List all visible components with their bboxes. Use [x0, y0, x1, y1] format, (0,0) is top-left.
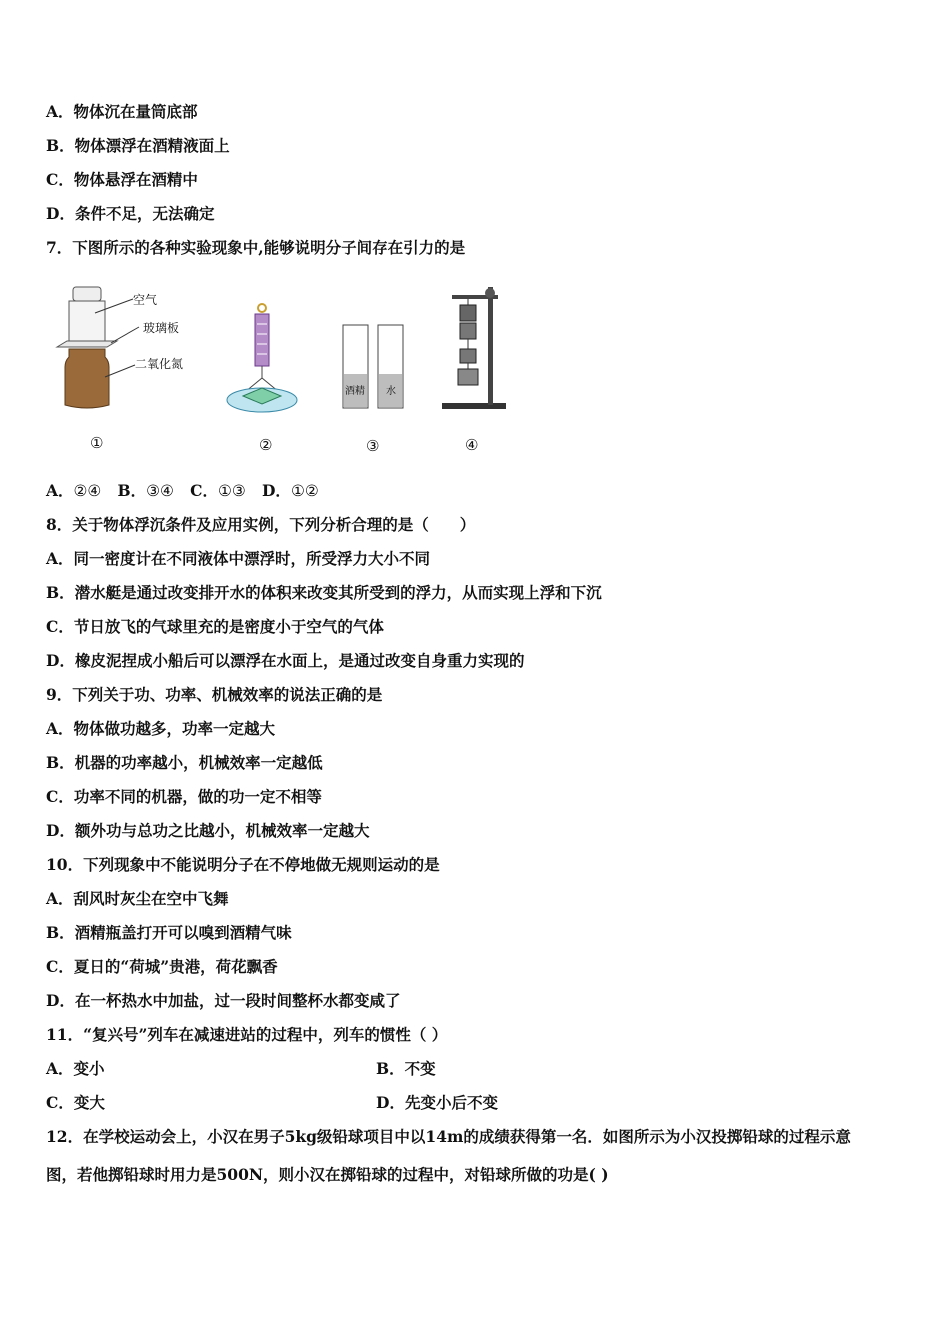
q6-option-a: [46, 102, 198, 122]
label-alcohol: 酒精: [345, 386, 365, 397]
q7-stem: 7．下图所示的各种实验现象中,能够说明分子间存在引力的是: [46, 238, 466, 257]
q8-option-a: A．同一密度计在不同液体中漂浮时，所受浮力大小不同: [46, 549, 431, 568]
q11-option-a: A．变小: [46, 1059, 105, 1078]
q10-stem: 10．下列现象中不能说明分子在不停地做无规则运动的是: [46, 855, 440, 874]
q10-option-d: D．在一杯热水中加盐，过一段时间整杯水都变咸了: [46, 991, 401, 1010]
q9-stem: 9．下列关于功、功率、机械效率的说法正确的是: [46, 685, 383, 704]
option-text: 物体悬浮在酒精中: [73, 170, 198, 189]
option-letter: B．: [46, 136, 75, 155]
figure-number-3: ③: [366, 437, 380, 455]
q9-option-c: C．功率不同的机器，做的功一定不相等: [46, 787, 322, 806]
q9-option-d: D．额外功与总功之比越小，机械效率一定越大: [46, 821, 370, 840]
option-text: 条件不足，无法确定: [74, 204, 215, 223]
label-glass-plate: 玻璃板: [143, 321, 180, 335]
q7-option-b: B．③④: [117, 481, 174, 500]
q9-option-a: A．物体做功越多，功率一定越大: [46, 719, 276, 738]
option-letter: D．: [46, 204, 75, 223]
q10-option-b: B．酒精瓶盖打开可以嗅到酒精气味: [46, 923, 292, 942]
q6-option-c: [46, 170, 198, 190]
q10-option-c: C．夏日的“荷城”贵港，荷花飘香: [46, 957, 278, 976]
q8-option-d: D．橡皮泥捏成小船后可以漂浮在水面上，是通过改变自身重力实现的: [46, 651, 525, 670]
q6-option-b: [46, 136, 230, 156]
label-no2: 二氧化氮: [135, 357, 184, 371]
q11-option-b: B．不变: [376, 1059, 436, 1078]
option-letter: C．: [46, 170, 74, 189]
q8-stem: 8．关于物体浮沉条件及应用实例，下列分析合理的是（ ）: [46, 515, 476, 534]
option-text: 物体沉在量筒底部: [73, 102, 198, 121]
q7-option-d: D．①②: [261, 481, 319, 500]
q11-stem: 11．“复兴号”列车在减速进站的过程中，列车的惯性（ ）: [46, 1025, 448, 1044]
lead-blocks-illustration: [440, 283, 510, 413]
figure-number-2: ②: [259, 436, 273, 454]
figure-3-cylinders: [340, 320, 410, 415]
q11-option-c: C．变大: [46, 1093, 105, 1112]
q7-option-a: A．②④: [46, 481, 102, 500]
label-air: 空气: [133, 293, 158, 307]
spring-scale-illustration: [225, 300, 315, 420]
q7-options: [46, 481, 319, 501]
q7-option-c: C．①③: [190, 481, 246, 500]
option-text: 物体漂浮在酒精液面上: [74, 136, 230, 155]
figure-number-4: ④: [465, 436, 479, 454]
option-letter: A．: [46, 102, 74, 121]
q12-stem-line2: 图，若他掷铅球时用力是500N，则小汉在掷铅球的过程中，对铅球所做的功是( ): [46, 1165, 609, 1184]
gas-bottles-illustration: [55, 285, 205, 415]
q10-option-a: A．刮风时灰尘在空中飞舞: [46, 889, 229, 908]
figure-2-spring-scale: [225, 300, 315, 420]
q8-option-b: B．潜水艇是通过改变排开水的体积来改变其所受到的浮力，从而实现上浮和下沉: [46, 583, 602, 602]
figure-1-gas-diffusion: [55, 285, 205, 415]
cylinders-illustration: [340, 320, 410, 415]
q12-stem-line1: 12．在学校运动会上，小汉在男子5kg级铅球项目中以14m的成绩获得第一名．如图所示为小汉投掷铅球的过程示意: [46, 1127, 851, 1146]
q9-option-b: B．机器的功率越小，机械效率一定越低: [46, 753, 323, 772]
label-water: 水: [386, 386, 396, 397]
figure-4-lead-blocks: [440, 283, 510, 413]
q11-option-d: D．先变小后不变: [376, 1093, 498, 1112]
q6-option-d: [46, 204, 214, 224]
q8-option-c: C．节日放飞的气球里充的是密度小于空气的气体: [46, 617, 384, 636]
figure-number-1: ①: [90, 434, 104, 452]
